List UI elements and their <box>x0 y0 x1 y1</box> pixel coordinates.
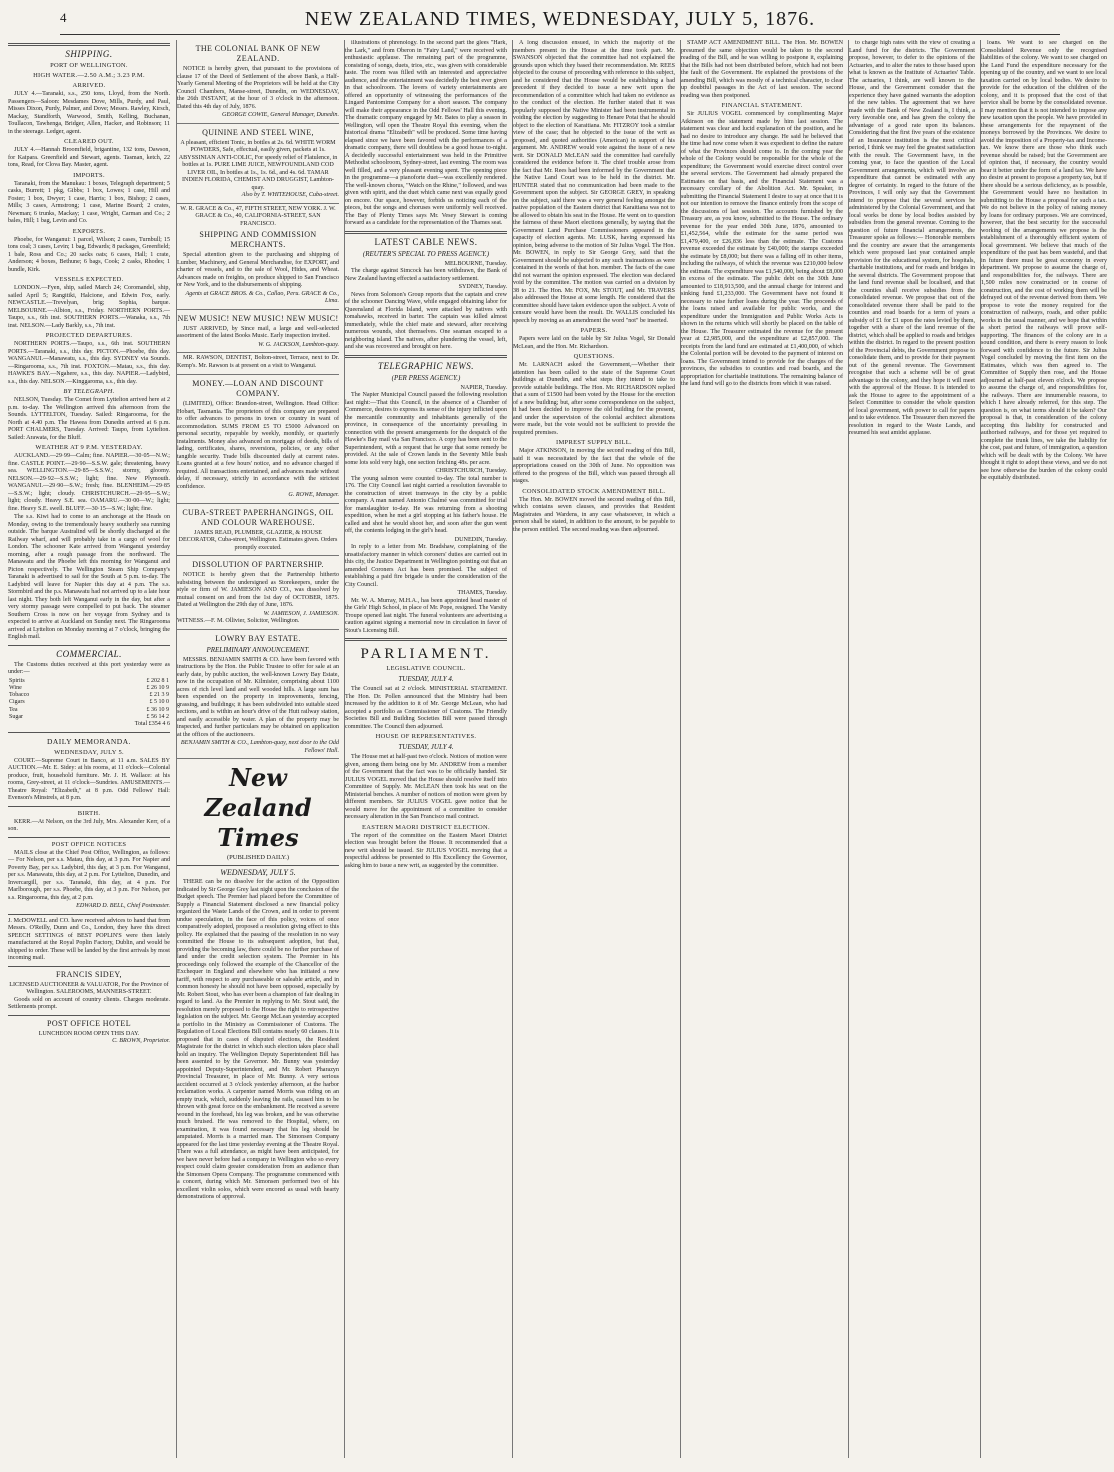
customs-amount: £ 202 8 1 <box>146 677 169 684</box>
dissolution-witness: WITNESS.—F. M. Ollivier, Solicitor, Wellington. <box>177 618 300 624</box>
money-ad <box>177 375 339 504</box>
editorial-text: THERE can be no dissolve for the action of the Opposition indicated by Sir George Grey last night upon the conclusion of the Budget speech. The Premier had placed before the Committee of Supply a Financial Statement disclosed a new financial policy organized the Waste Lands of the Crown, and in order to prevent undue speculation, in the face of this policy, voices of once comparatively adopted, proposed a resolution giving effect to this policy. He explained that the passing of the resolution in no way committed the House to its subsequent adoption, but that, providing the becoming law, there could be no further purchase of land under the credit selection system. The Premier in his proceedings only followed the example of the Chancellor of the Exchequer in England and elsewhere who has initiated a new tariff, with respect to any purchaseable or saleable article, and in common honesty he should not have been opposed, especially by Mr. Robert Stout, who has ever been a champion of fair dealing in regard to land. As the Premier in replying to Mr. Stout said, the resolution merely proposed to the House the right to retrospective legislation on the subject. Mr. George McLean yesterday accepted a portfolio in the Ministry as Commissioner of Customs. The Regulation of Local Elections Bill contains nearly 60 clauses. It is proposed that in cases of disputed elections, the Resident Magistrate for the district in which such election takes place shall hold an inquiry. The Wellington Deputy Superintendent Bill has been assented to by the Governor. Mr. Bunny was yesterday appointed Deputy-Superintendent, and Mr. Robert Pharazyn Provincial Treasurer, in place of Mr. Bunny. A very serious accident occurred at 3 o'clock yesterday afternoon, at the harbor reclamation works. A carpenter named Morris was riding on an empty truck, which, suddenly leaving the rails, caused him to be thrown with great force on the embankment. He received a severe wound in the forehead, his leg was broken, and he was otherwise much bruised. He was removed to the Hospital, where, on examination, it was found necessary that his leg should be amputated. Morris is a married man. The Simonsen Company appeared for the last time yesterday evening at the Theatre Royal. There was a full attendance, as might have been anticipated, for we have never before had a company in Wellington who so every respect could claim greater consideration from an audience than the Simonsen Opera Company. The programme commenced with a concert, during which Mr. Simonsen performed two of his excellent violin solos, which were encored as usual with hearty demonstrations of approval. <box>177 879 339 1200</box>
telegraph-heading: BY TELEGRAPH. <box>63 388 115 395</box>
column-6 <box>848 40 975 1458</box>
cuba-text: JAMES READ, PLUMBER, GLAZIER, & HOUSE DECORATOR, Cuba-street, Wellington. Estimates given. Orders promptly executed. <box>178 529 338 551</box>
memoranda-text: COURT.—Supreme Court in Banco, at 11 a.m. SALES BY AUCTION.—Mr. E. Sidey: at his rooms, at 11 o'clock—Colonial produce, fruit, household furniture. Mr. J. H. Wallace: at his rooms, Grey-street, at 11 o'clock—Sundries. AMUSEMENTS.—Theatre Royal: "Elizabeth," at 8 p.m. Odd Fellows' Hall: Evenson's Minstrels, at 8 p.m. <box>8 757 170 802</box>
imports-heading: IMPORTS. <box>73 171 105 179</box>
grace-text: Special attention given to the purchasing and shipping of Lumber, Machinery, and General Merchandise, for EXPORT, and charter of vessels, and to the sale of Wool, Hides, and Wheat. Advances made on freights, on produce shipped to San Francisco or New York, and to the disbursements of shipping. <box>177 252 339 288</box>
customs-amount: £ 26 10 9 <box>146 684 169 691</box>
exports-heading: EXPORTS. <box>72 227 106 235</box>
divider <box>345 231 507 234</box>
divider <box>345 638 507 641</box>
financial-heading: FINANCIAL STATEMENT. <box>721 102 803 109</box>
music-ad <box>177 310 339 354</box>
customs-amount: £ 5 10 0 <box>149 699 169 706</box>
divider <box>345 355 507 358</box>
memoranda-date: WEDNESDAY, JULY 5. <box>54 748 124 756</box>
house-date: TUESDAY, JULY 4. <box>398 743 454 751</box>
music-signature: W. G. JACKSON, Lambton-quay. <box>258 341 339 348</box>
column-7 <box>980 40 1107 1458</box>
quinine-ad <box>177 124 339 204</box>
vessels-text: LONDON.—Fyen, ship, sailed March 24; Coromandel, ship, sailed April 5; Rangitiki, Halcione, and Edwin Fox, early. NEWCASTLE.—Trevelyan, brig; Sophia, barque. MELBOURNE.—Albion, s.s., Friday. NORTHERN PORTS.—Taupo, s.s., 6th inst. SOUTHERN PORTS.—Wanaka, s.s., 7th inst. NELSON.—Lady Barkly, s.s., 7th inst. <box>8 285 170 329</box>
customs-row <box>8 685 170 692</box>
departures-heading: PROJECTED DEPARTURES. <box>45 332 133 339</box>
bank-ad <box>177 40 339 124</box>
lowry-heading: LOWRY BAY ESTATE. <box>215 633 301 643</box>
exports-text: Phoebe, for Wanganui: 1 parcel, Wilson; 2 cases, Turnbull; 15 tons coal; 3 cases, Levin; 1 bag, Edwards; 8 packages, Greenfield; 1 bale, Ross and Co.; 20 sacks oats; 6 cases, Hall; 1 crate, Anderson; 4 boxes, Bethune; 6 bags, Cook; 2 casks, Rhodes; 1 bundle, Kirk. <box>8 236 170 273</box>
consolidated-heading: CONSOLIDATED STOCK AMENDMENT BILL. <box>522 487 666 495</box>
maori-election-text: The report of the committee on the Eastern Maori District election was brought before the House. It recommended that a new writ should be issued. Sir JULIUS VOGEL moving that a respectful address be presented to His Excellency the Governor, asking him to issue a new writ, as suggested by the committee. <box>345 832 507 869</box>
editorial-dateline: WEDNESDAY, JULY 5. <box>220 867 296 877</box>
customs-row <box>8 714 170 721</box>
consolidated-text: The Hon. Mr. BOWEN moved the second reading of this Bill, which contains seven clauses, and provides that Resident Magistrates and Wardens, in any case whatsoever, in which a person shall be stated, in addition to the amount, to be payable to the person entitled. The second reading was then adjourned. <box>513 496 675 533</box>
arrived-heading: ARRIVED. <box>72 82 106 89</box>
customs-item: Wine <box>9 684 22 691</box>
money-signature: G. ROWE, Manager. <box>288 492 339 498</box>
column-5 <box>680 40 843 1458</box>
telegraph-text: NELSON, Tuesday. The Comet from Lyttelton arrived here at 2 p.m. to-day. The Wellington arrived this afternoon from the Sounds. LYTTELTON, Tuesday. Sailed: Ringarooma, for the North at 4.40 p.m. The Hawea from Dunedin arrived at 6 p.m. PORT CHALMERS, Tuesday. Arrived: Taupo, from Lyttelton. Sailed: Arawata, for the Bluff. <box>8 397 170 441</box>
port-heading: PORT OF WELLINGTON. <box>50 62 128 69</box>
cable-text-1: The charge against Simcock has been withdrawn, the Bank of New Zealand having effected a satisfactory settlement. <box>345 268 507 282</box>
grace-signature: Agents at GRACE BROS. & Co., Callao, Peru. GRACE & Co., Lima. <box>185 290 339 304</box>
customs-amount: £ 56 14 2 <box>146 713 169 720</box>
quinine-heading: QUININE AND STEEL WINE, <box>202 127 314 137</box>
imprest-text: Major ATKINSON, in moving the second reading of this Bill, said it was necessitated by the fact that the whole of the appropriations ceased on the 30th of June. No opposition was offered to the progress of the Bill, which was passed through all stages. <box>513 448 675 484</box>
music-heading: NEW MUSIC! NEW MUSIC! NEW MUSIC! <box>177 313 339 323</box>
divider <box>8 837 170 838</box>
rawson-ad <box>177 353 339 375</box>
weather-text: AUCKLAND.—29·99—Calm; fine. NAPIER.—30·05—N.W.; fine. CASTLE POINT.—29·90—S.S.W. gale; threatening, heavy sea. WELLINGTON.—29·85—S.S.W.; stormy, gloomy. NELSON.—29·92—S.S.W.; light; fine. New Plymouth. WANGANUI.—29·90—S.W.; fresh; fine. BLENHEIM.—29·85—S.S.W.; light; cloudy. CHRISTCHURCH.—29·95—S.W.; light; cloudy. Heavy S.E. sea. OAMARU.—30·00—W.; light; fine. Heavy S.E. swell. BLUFF.—30·15—S.W.; light; fine. <box>8 453 170 512</box>
tele-place-3: DUNEDIN, Tuesday. <box>454 536 507 543</box>
house-heading: HOUSE OF REPRESENTATIVES. <box>375 733 477 740</box>
customs-amount: £ 36 10 9 <box>146 706 169 713</box>
post-text: MAILS close at the Chief Post Office, Wellington, as follows:— For Nelson, per s.s. Matau, this day, at 3 p.m. For Napier and Poverty Bay, per s.s. Ladybird, this day, at 3 p.m. For Wanganui, per s.s. Manawatu, this day, at 2 p.m. For Lyttelton, Dunedin, and Invercargill, per s.s. Taranaki, this day, at 4 p.m. For Marlborough, per s.s. Phoebe, this day, at 3 p.m. For Nelson, per s.s. Ringarooma, this day, at 2 p.m. <box>8 849 170 901</box>
tele-place-1: NAPIER, Tuesday. <box>460 384 507 391</box>
post-signature: EDWARD D. BELL, Chief Postmaster. <box>76 903 170 910</box>
papers-text: Papers were laid on the table by Sir Julius Vogel, Sir Donald McLean, and the Hon. Mr. Richardson. <box>513 336 675 350</box>
lowry-subheading: PRELIMINARY ANNOUNCEMENT. <box>206 645 310 654</box>
departures-text: NORTHERN PORTS.—Taupo, s.s., 6th inst. SOUTHERN PORTS.—Taranaki, s.s., this day. PICTON.—Phoebe, this day. WANGANUI.—Manawatu, s.s., this day. SYDNEY via Sounds.—Ringarooma, s.s., 7th inst. FOXTON.—Matau, s.s., this day. HAWKE'S BAY.—Ngahere, s.s., this day. NAPIER.—Ladybird, s.s., this day. NELSON.—Kinggaroma, s.s., this day. <box>8 341 170 385</box>
council-date: TUESDAY, JULY 4. <box>398 675 454 683</box>
tele-text-2: The young salmon were counted to-day. The total number is 176. The City Council last night carried a resolution favorable to the construction of street tramways in the city by a public company. A man named Antonio Chalmé was committed for trial for manslaughter to-day. He was returning from a shooting expedition, when he met a girl stopping at his father's house. He called and shot he would shoot her, and soon after the gun went off, the contents lodging in the girl's head. <box>345 475 507 534</box>
customs-row <box>8 678 170 685</box>
newspaper-nameplate: New Zealand Times <box>204 763 312 852</box>
hotel-heading: POST OFFICE HOTEL <box>47 1018 131 1028</box>
questions-text: Mr. LARNACH asked the Government,—Whether their attention has been called to the state of the Supreme Court buildings at Dunedin, and what steps they intend to take to provide suitable buildings. The Hon. Mr. RICHARDSON replied that a sum of £1500 had been voted by the House for the erection of a new building; but, after some correspondence on the subject, it had been decided to improve the old building for the present, and under the supervision of the colonial architect alterations were made, but the vote would not be sufficient to provide the required premises. <box>513 362 675 436</box>
shipping-news: The s.s. Kiwi had to come to an anchorage at the Heads on Monday, owing to the tremendously heavy southerly sea running outside. The barque Australind will be shortly discharged at the Railway wharf, and will probably take in a cargo of wool for London. The schooner Kate arrived from Wanganui yesterday morning, after a rough passage from the northward. The Manawatu and the Phoebe left this morning for Wanganui and Picton respectively. The Wellington Steam Ship Company's Taranaki is advertised to sail for the South at 5 p.m. to-day. The Ladybird will leave for Napier this day at 4 p.m. The s.s. Stormbird and the p.s. Manawatu had not arrived up to a late hour last night. They both left Wanganui early in the day, but after a very stormy passage were compelled to put back. The steamer Southern Cross is now on her voyage from Sydney and is expected to arrive at Auckland on Sunday next. The Ringarooma arrived at Lyttelton on Monday morning at 7 o'clock, bringing the English mail. <box>8 514 170 640</box>
page-number: 4 <box>60 10 67 25</box>
customs-row <box>8 692 170 699</box>
grace-subheading: SHIPPING AND COMMISSION MERCHANTS. <box>199 230 317 249</box>
rawson-text: MR. RAWSON, DENTIST, Bolton-street, Terrace, next to Dr. Kemp's. Mr. Rawson is at present on a visit to Wanganui. <box>177 355 339 369</box>
hotel-text: LUNCHEON ROOM OPEN THIS DAY. <box>38 1030 140 1037</box>
commercial-heading: COMMERCIAL. <box>56 648 122 659</box>
tele-text-1: The Napier Municipal Council passed the following resolution last night:—That this Council, in the absence of a Chamber of Commerce, desires to express its sense of the injury inflicted upon the mercantile community and inhabitants generally of the province, in consequence of the uncertainty prevailing in connection with the present arrangements for the despatch of the Hawke's Bay mail via San Francisco. A copy has been sent to the Superintendent, with a request that he urge that some remedy be provided. At the sale of Crown lands in the Seventy Mile bush some lots sold very high, one section fetching 48s. per acre. <box>345 392 507 466</box>
post-heading: POST OFFICE NOTICES <box>51 840 127 848</box>
column-1 <box>8 40 170 1458</box>
weather-heading: WEATHER AT 9 P.M. YESTERDAY. <box>35 444 143 451</box>
divider <box>8 43 170 46</box>
vessels-heading: VESSELS EXPECTED. <box>54 276 124 283</box>
debate-text: A long discussion ensued, in which the majority of the members present in the House at the time took part. Mr. SWANSON objected that the committee had not explained the grounds upon which they based their recommendation. Mr. REES objected to the course of proceeding with reference to this subject, and he considered that the House would be establishing a bad precedent if they decided to issue a new writ upon the recommendation of a committee which had taken no evidence as to the conduct of the election. He further stated that it was popularly supposed the Native Minister had been instrumental in voiding the election by suggesting to Henare Potai that he should object to the election of Karaitiana. Mr. FITZROY took a similar view of the case; that he objected to the issue of the writ as proposed, and quoted authorities (American) in support of his argument. Mr. ANDREW would vote against the issue of a new writ. Sir DONALD McLEAN said the committee had carefully considered the evidence before it. The chief trouble arose from the fact that Mr. Rees had been informed by the Government that the Native Land Court was to be held in the district. Mr. HUNTER stated that no communication had been made to the Government upon the subject. Sir GEORGE GREY, in speaking on the subject, said there was a very general feeling amongst the native population of the Eastern district that Karaitiana was not to be allowed to obtain his seat in the House. He went on to question the fairness of these Maori elections generally, by saying that the Government Land Purchase Commissioners appeared in the capacity of election agents. Mr. LUSK, having expressed his opinion, being adverse to the motion of Sir Julius Vogel. The Hon. Mr. BOWEN, in reply to Sir George Grey, said that the Government should be subjected to any such insinuations as were contained in the words of that hon. member. The facts of the case did not warrant the opinion expressed. The election was declared void by the committee. The motion was carried on a division by 38 to 21. The Hon. Mr. FOX, Mr. STOUT, and Mr. TRAVERS also addressed the House at some length. He considered that the committee should have taken evidence upon the subject. A vote of censure would have been the result. Dr. WALLIS concluded his speech by moving as an amendment the word "not" be inserted. <box>513 40 675 324</box>
questions-heading: QUESTIONS. <box>573 353 615 360</box>
masthead-title: NEW ZEALAND TIMES, WEDNESDAY, JULY 5, 1876. <box>304 8 816 30</box>
tele-place-4: THAMES, Tuesday. <box>457 590 507 596</box>
bank-signature: GEORGE COWIE, General Manager, Dunedin. <box>222 112 339 118</box>
hotel-signature: C. BROWN, Proprietor. <box>112 1038 170 1045</box>
cuba-ad <box>177 504 339 557</box>
column-3 <box>344 40 507 1458</box>
arrived-text: JULY 4.—Taranaki, s.s., 250 tons, Lloyd, from the North. Passengers—Saloon: Mesdames Dove, Mills, Purdy, and Paul, Misses Dixon, Purdy, Palmer, and Dove; Messrs. Rawley, Kirsch, Mackay, Standforth, Warwood, Smith, Kelling, Buchanan, Toullacon, Tawhenga, Bridger, Allen, Hacker, and Robinson; 11 in the steerage. Ledger, agent. <box>8 91 170 135</box>
mcdowell-ad: J. McDOWELL and CO. have received advices to hand that from Messrs. O'Reilly, Dunn and Co., London, they have this direct SPEECH SETTINGS of BEST POPLIN'S were then lately manufactured at the Royal Poplin Factory, Dublin, and would be shipped to order. These will be landed by the first arrivals by most incoming mail. <box>8 917 170 962</box>
divider <box>177 865 339 866</box>
tele-text-3: In reply to a letter from Mr. Bradshaw, complaining of the unsatisfactory manner in which coroners' duties are carried out in this city, the Justice Department in Wellington pointing out that an amended Coroners Act has been promised. The subject of establishing a paid fire brigade is under the consideration of the City Council. <box>345 544 507 588</box>
column-2 <box>176 40 339 1458</box>
shipping-heading: SHIPPING. <box>65 49 113 59</box>
cleared-heading: CLEARED OUT. <box>64 138 114 145</box>
cable-text-2: News from Solomon's Group reports that the captain and crew of the schooner Dancing Wave, while engaged obtaining labor for Queensland at Florida Island, were attacked by natives with tomahawks, received in barter. The captain was killed almost immediately, while the chief mate and steward, after receiving numerous wounds, shot themselves. One seaman escaped to a neighboring island. The natives, after plundering the vessel, left, and she was recovered and brought on here. <box>345 291 507 350</box>
imprest-heading: IMPREST SUPPLY BILL. <box>556 439 632 446</box>
cable-place-1: MELBOURNE, Tuesday. <box>444 260 507 267</box>
music-text: JUST ARRIVED, by Since mail, a large and well-selected assortment of the latest Books Music. Early inspection invited. <box>177 325 339 339</box>
high-water: HIGH WATER.—2.50 A.M.; 3.23 P.M. <box>33 72 145 79</box>
money-text: (LIMITED), Office: Brandon-street, Wellington. Head Office: Hobart, Tasmania. The proprietors of this company are prepared to offer advances to persons in town or country in want of accommodation. SUMS FROM £5 TO £5000 Advanced on personal security, repayable by weekly, monthly, or quarterly instalments. Money also advanced on mortgage of deeds, bills of lading, certificates, shares, reversions, policies, or any other tangible security. Trade bills discounted daily at current rates. Loans granted at a few hours' notice, and no advance charged if required. All transactions entertained, and advances made without delay, if necessary, strictly in accordance with the strictest confidence. <box>177 401 339 490</box>
lowry-signature: BENJAMIN SMITH & CO., Lambton-quay, next door to the Odd Fellows' Hall. <box>180 740 339 754</box>
cable-subheading: (REUTER'S SPECIAL TO PRESS AGENCY.) <box>362 249 490 258</box>
customs-row <box>8 699 170 706</box>
divider <box>8 1015 170 1016</box>
cable-place-2: SYDNEY, Tuesday. <box>458 284 507 290</box>
quinine-text: A pleasant, efficient Tonic, in bottles at 2s. 6d. WHITE WORM POWDERS, Safe, effectual, easily given, packets at 1s. ABYSSINIAN ANTI-COLIC, For speedy relief of Flatulence, in bottles at 1s. PURE LIME JUICE, NEWFOUNDLAND COD LIVER OIL, In bottles at 1s., 1s. 6d., and 4s. 6d. TAMAR INDIEN FLORIDA, CHEMIST AND DRUGGIST, Lambton-quay. <box>178 139 338 191</box>
money-heading: MONEY.—LOAN AND DISCOUNT COMPANY. <box>192 379 324 398</box>
divider <box>8 732 170 733</box>
divider <box>8 645 170 646</box>
dissolution-heading: DISSOLUTION OF PARTNERSHIP. <box>192 560 324 569</box>
dissolution-ad <box>177 556 339 630</box>
divider <box>8 966 170 967</box>
bank-text: NOTICE is hereby given, that pursuant to the provisions of clause 17 of the Deed of Settlement of the above Bank, a Half-Yearly General Meeting of the Proprietors will be held at the City Council Chambers, Manse-street, Dunedin, on WEDNESDAY, the 26th INSTANT, at the hour of 3 o'clock in the afternoon. Dated this 4th day of July, 1876. <box>177 66 339 110</box>
tele-text-4: Mr. W. A. Murray, M.H.A., has been appointed head master of the Girls' High School, in place of Mr. Pope, resigned. The Varsity Troupe opened last night. The funeral volunteers are advertising a caution against signing a memorial now in circulation in favor of Stout's Licensing Bill. <box>345 597 507 634</box>
memoranda-heading: DAILY MEMORANDA. <box>46 736 132 746</box>
lowry-text: MESSRS. BENJAMIN SMITH & CO. have been favored with instructions by the Hon. the Public Trustee to offer for sale at an early date, by public auction, the well-known Lowry Bay Estate, now in the occupation of Mr. Kilmister, comprising about 1100 acres of rich level land and well wooded hills. A large sum has been expended on the property in improvements, fencing, grassing, and buildings; it has been subdivided into suitable sized sections, and is within an hour's drive of the Hutt railway station, and easily accessible by water. A plan of the property may be inspected, and further particulars may be obtained on application at the offices of the auctioneers. <box>177 656 339 738</box>
customs-table <box>8 678 170 722</box>
customs-item: Tea <box>9 706 18 713</box>
customs-row <box>8 707 170 714</box>
maori-election-heading: EASTERN MAORI DISTRICT ELECTION. <box>362 823 490 831</box>
birth-text: KERR.—At Nelson, on the 3rd July, Mrs. Alexander Kerr, of a son. <box>8 818 170 833</box>
dissolution-signature: W. JAMIESON, J. JAMIESON. <box>263 610 339 617</box>
cuba-heading: CUBA-STREET PAPERHANGINGS, OIL AND COLOUR WAREHOUSE. <box>182 507 334 527</box>
house-text: The House met at half-past two o'clock. Notices of motion were given, among them being one by Mr. ANDREW from a member of the Government that the fact was to be officially handed. Sir JULIUS VOGEL moved that the House should resolve itself into Committee of Supply. Mr. McLEAN then took his seat on the Ministerial benches. A number of notices of motion were given by different members. Sir JULIUS VOGEL gave notice that he would move for the appointment of a committee to consider necessary alteration in the San Francisco mail contract. <box>345 754 507 820</box>
bank-heading: THE COLONIAL BANK OF NEW ZEALAND. <box>195 44 321 63</box>
financial-text: Sir JULIUS VOGEL commenced by complimenting Major Atkinson on the statement made by him last session. The statement was clear and lucid explanation of the position, and he had no desire to introduce any change. He said he believed that the time had now come when it was expedient to define the nature of what the Provinces should come to. In the coming year the whole of the Colony would be responsible for the whole of the expenditure; the Government would exercise direct control over the several services. The Government had already prepared the Estimates on that basis, and the Financial Statement was a necessary corollary of the Abolition Act. Mr. Speaker, in submitting the Financial Statement I desire to say at once that it is not our intention to remove the finance entirely from the scope of the discussions of last session. The accounts furnished by the Treasury are, as you know, submitted to the House. The ordinary revenue for the year ended 30th June, 1876, amounted to £1,452,564, while the estimate for the same period was £1,479,400, or £26,836 less than the estimate. The Customs revenue exceeded the estimate by £40,000; the stamps exceeded the estimate by £8,000; but there was a falling off in other items, including the railways, of which the revenue was £210,000 below the estimate. The expenditure was £1,540,000, being about £8,000 in excess of the estimate. The public debt on the 30th June amounted to £18,913,500, and the annual charge for interest and sinking fund £1,233,000. The Government have not found it necessary to raise further loans during the year. The proceeds of the loans raised and available for public works, and the expenditure under the Immigration and Public Works Acts is shown in the returns which will shortly be placed on the table of the House. The Treasurer estimated the revenue for the present year at £2,985,000, and the expenditure at £2,857,000. The receipts from the land fund are estimated at £1,400,000, of which the Colonial portion will be devoted to the payment of interest on loans. The Government intend to provide for the charges of the provinces, the subsidies to counties and road boards, and the appropriation for charitable institutions. The remaining balance of the land fund will go to the districts from which it was raised. <box>681 111 843 387</box>
published-daily: (PUBLISHED DAILY.) <box>226 854 290 861</box>
imports-text: Taranaki, from the Manukau: 1 boxes, Telegraph department; 5 casks, Burrett; 1 pkg, Gibbs; 1 box, Lowes; 1 case, Hill and Foster; 1 box, Dwyer; 1 case, Harris; 1 box, Bishop; 2 cases, Mills; 3 cases, Armstrong; 1 case, Marine Board; 2 crates, Newman; 6 trunks, Mackay; 1 case, Wright, Carman and Co.; 2 bales, Hill; 1 bag, Levin and Co. <box>8 180 170 224</box>
birth-heading: BIRTH. <box>77 809 101 817</box>
customs-item: Spirits <box>9 677 25 684</box>
financial-continued-2: loans. We want to see charged on the Consolidated Revenue only the recognised liabilities of the colony. We want to see charged on the Land Fund the expenditure necessary for the opening up of the country, and we want to see local taxation carried on by local bodies. We desire to provide for the education of the children of the colony, and it is proposed that the cost of that service shall be borne by the consolidated revenue. I may mention that it is not intended to impose any new taxation upon the people. We have provided in these arrangements for the repayment of the moneys borrowed by the Provinces. We desire to avoid the imposition of a Property-tax and Income-tax. We know there are those who think such revenue should be raised; but the Government are of opinion that, if necessary, the country would bear it better under the form of a land tax. We have no desire at present to propose a property tax, but if there should be a serious deficiency, as is possible, the Government would have no hesitation in submitting to the House a proposal for such a tax. We do not believe in the policy of raising money by loans for ordinary purposes. We are convinced, however, that the best security for the successful working of the arrangements we propose is the establishment of a thoroughly efficient system of local government. We believe that much of the expenditure of the past has been wasteful, and that in future there must be great economy in every department. We propose to assume the charge of, and responsibilities for, the railways. There are 1,500 miles now constructed or in course of construction, and the cost of working them will be defrayed out of the revenue derived from them. We propose to vote the money required for the construction of railways, roads, and other public works in the usual manner, and we hope that within a short period the railways will prove self-supporting. The finances of the colony are in a sound condition, and there is every reason to look forward with confidence to the future. Sir Julius Vogel concluded by moving the first item on the Estimates, which was then agreed to. The Committee of Supply then rose, and the House adjourned at half-past eleven o'clock. We propose to assume the charge of, and responsibilities for, the railways. There are innumerable reasons, to which I have already referred, for this step. The question is, on what terms should it be taken? Our proposal is that, in consideration of the colony accepting this liability for constructed and authorised railways, and for those yet required to complete the trunk lines, we take the liability for the cost, past and future, of immigration, a question which will be dealt with by the Colony. We have thought it right to adopt these views, and we do not see how otherwise the burden of the colony could be equitably distributed. <box>981 40 1107 481</box>
parliament-heading: PARLIAMENT. <box>360 646 492 662</box>
cable-heading: LATEST CABLE NEWS. <box>374 236 478 247</box>
stamp-act-text: STAMP ACT AMENDMENT BILL. The Hon. Mr. BOWEN presumed the same objection would be taken to the second reading of the Bill, and he was willing to postpone it, explaining that the Bills had not been distributed before, which had not been the fault of the Government. He explained the provisions of the amending Bill, which was mostly of a technical character, to clear up doubtful passages in the Act of last session. The second reading was then postponed. <box>681 40 843 99</box>
sidey-subheading: LICENSED AUCTIONEER & VALUATOR, For the Province of Wellington. SALEROOMS, MANNERS-STREET. <box>9 981 169 996</box>
telegraphic-heading: TELEGRAPHIC NEWS. <box>378 360 474 371</box>
financial-continued-1: to charge high rates with the view of creating a Land fund for the districts. The Government propose, however, to defer to the opinions of the Actuaries, and to alter the rates to those based upon what is known as the Institute of Actuaries' Table. The actuaries, I think, are well known to the House, and the Government consider that the experience they have gained warrants the adoption of the new tables. The agreement that we have made with the Bank of New Zealand is, I think, a very favorable one, and has given the colony the advantage of a good rate upon its balances. Considering that the first five years of the existence of an Insurance institution is the most critical period, I think we may feel the greatest satisfaction with the result. The Government have, in the coming year, to face the question of the Local Government arrangements, which will involve an expenditure that cannot be estimated with any degree of certainty. In regard to the future of the Provinces, I will only say that the Government intend to propose that the several services be administered by the Colonial Government, and that local works be done by local bodies assisted by subsidies from the general revenue. Coming to the question of future financial arrangements, the Treasurer spoke as follows:— Honorable members and the country are aware that the arrangements which were proposed last year contained ample provision for the educational system, for hospitals, charitable institutions, and for roads and bridges in the several districts. The Government propose that the land fund revenue shall be localised, and that the counties shall receive subsidies from the consolidated revenue. We propose that out of the consolidated revenue there shall be paid to the counties and road boards for a term of years a subsidy of £1 for £1 upon the rates levied by them, together with a share of the land revenue of the district, which shall be applied to roads and bridges within the district. In regard to the present position of the Provincial debts, the Government propose to consolidate them, and to provide for their payment out of the general revenue. The Government recognise that such a scheme will be of great advantage to the colony, and they hope it will meet with the approval of the House. It is intended to ask the House to agree to the appointment of a Select Committee to consider the whole question of local government, with power to call for papers and to take evidence. The Treasurer then moved the resolution in regard to the Waste Lands, and resumed his seat amidst applause. <box>849 40 975 436</box>
divider <box>8 914 170 915</box>
tele-place-2: CHRISTCHURCH, Tuesday. <box>435 468 507 474</box>
sidey-heading: FRANCIS SIDEY, <box>56 969 122 979</box>
grace-heading: W. R. GRACE & Co., 47, FIFTH STREET, NEW YORK. J. W. GRACE & Co., 40, CALIFORNIA-STREET, SAN FRANCISCO. <box>180 205 336 227</box>
customs-item: Cigars <box>9 699 25 706</box>
divider <box>8 806 170 807</box>
customs-total: Total £354 4 6 <box>134 721 170 728</box>
grace-ad <box>177 204 339 310</box>
customs-item: Sugar <box>9 713 23 720</box>
column-4 <box>512 40 675 1458</box>
customs-amount: £ 21 3 9 <box>149 692 169 699</box>
quinine-signature: Also by T. WHITEHOUSE, Cuba-street. <box>241 192 339 198</box>
customs-item: Tobacco <box>9 692 30 699</box>
papers-heading: PAPERS. <box>580 327 608 334</box>
lowry-ad <box>177 630 339 760</box>
local-news: illustrations of phrenology. In the second part the glees "Hark, the Lark," and from Oberon in "Fairy Land," were received with enthusiastic applause. The remaining part of the programme, consisting of songs, duets, trios, etc., was given with considerable taste. The room was filled with an interested and appreciative audience, and the entertainment was decidedly the best ever given in that schoolroom. The lovers of variety entertainments are offered an opportunity of witnessing the performances of the Lingard Pantomime Company for a short season. The company will make their appearance in the Odd Fellows' Hall this evening. The dramatic company engaged by Mr. Bates to play a season in Wellington, will open the Theatre Royal this evening, when the historical drama "Elizabeth" will be produced. Some time having elapsed since we have been favored with the performances of a dramatic company, there will doubtless be a good house to-night. A decidedly successful entertainment was held in the Primitive Methodist schoolroom, Sydney-street, last evening. The room was well filled, and a very pleasant evening spent. The opening piece in the programme—a pianoforte duet—was excellently rendered. The well-known chorus, "Watch on the Rhine," followed, and was given with spirit, and the duet which came next was equally good on encore. Our space, however, forbids us noticing each of the pieces, but the songs and choruses were uniformly well received. The Bay of Plenty Times says Mr. Vesey Stewart is coming forward as a candidate for the representation of the Thames seat. <box>345 40 507 226</box>
customs-intro: The Customs duties received at this port yesterday were as under:— <box>8 661 170 675</box>
cleared-text: JULY 4.—Hannah Broomfield, brigantine, 132 tons, Dawson, for Kaipara. Greenfield and Stewart, agents. Tasman, ketch, 22 tons, Read, for Clova Bay. Master, agent. <box>8 147 170 168</box>
sidey-text: Goods sold on account of country clients. Charges moderate. Settlements prompt. <box>8 996 170 1011</box>
telegraphic-subheading: (PER PRESS AGENCY.) <box>391 373 461 382</box>
council-text: The Council sat at 2 o'clock. MINISTERIAL STATEMENT. The Hon. Dr. Pollen announced that the Ministry had been increased by the addition to it of Mr. George McLean, who had accepted a portfolio as Commissioner of Customs. The Friendly Societies Bill and Building Societies Bill were passed through committee. The Council then adjourned. <box>345 686 507 730</box>
dissolution-text: NOTICE is hereby given that the Partnership hitherto subsisting between the undersigned as Storekeepers, under the style or firm of W. JAMIESON AND CO., was dissolved by mutual consent on and from the 1st day of OCTOBER, 1875. Dated at Wellington the 29th day of June, 1876. <box>177 572 339 608</box>
council-heading: LEGISLATIVE COUNCIL. <box>386 665 466 672</box>
masthead <box>60 6 1060 35</box>
